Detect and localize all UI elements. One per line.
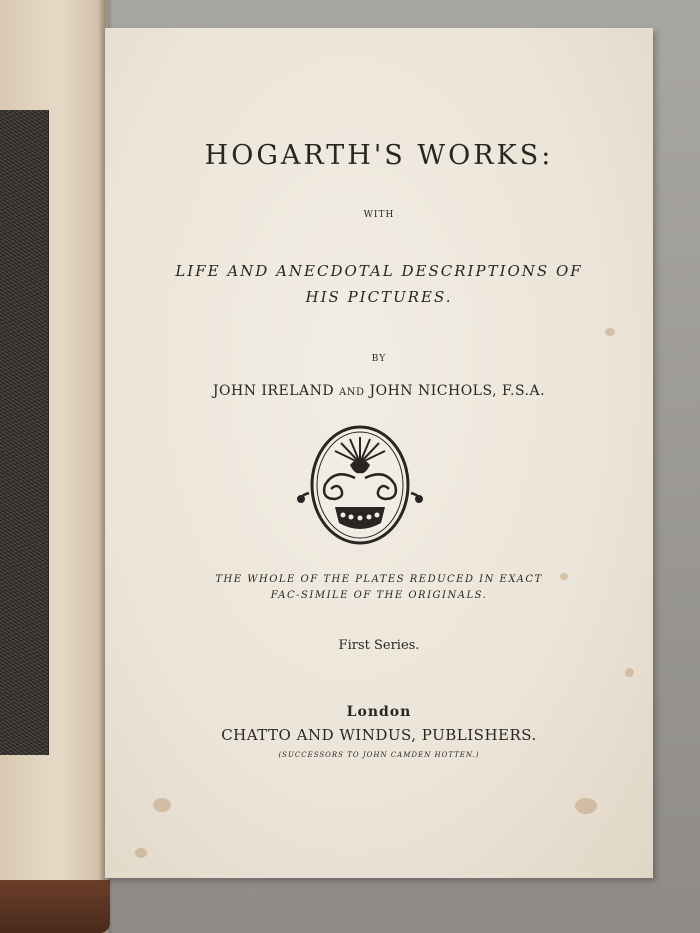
series-label: First Series.: [338, 638, 420, 653]
frontispiece-engraving: [0, 110, 49, 755]
foxing-spot: [605, 328, 615, 336]
plates-note-line-1: THE WHOLE OF THE PLATES REDUCED IN EXACT: [215, 574, 543, 585]
anthemion-ornament-icon: [295, 423, 425, 548]
author-nichols: JOHN NICHOLS, F.S.A.: [369, 383, 546, 399]
foxing-spot: [575, 798, 597, 814]
book-cover-edge: [0, 880, 110, 933]
by-text: BY: [371, 354, 387, 364]
subtitle-line-2: HIS PICTURES.: [305, 288, 453, 306]
title-page: [105, 28, 653, 878]
and-text: AND: [339, 387, 365, 398]
imprint-place: London: [346, 704, 412, 720]
publisher-name: CHATTO AND WINDUS, PUBLISHERS.: [221, 726, 537, 744]
foxing-spot: [625, 668, 634, 677]
subtitle: [105, 258, 653, 310]
book-title: HOGARTH'S WORKS:: [204, 140, 554, 171]
foxing-spot: [153, 798, 171, 812]
publisher-successors: (SUCCESSORS TO JOHN CAMDEN HOTTEN.): [278, 751, 480, 759]
plates-note-line-2: FAC-SIMILE OF THE ORIGINALS.: [270, 590, 488, 601]
with-text: WITH: [363, 210, 395, 220]
authors: [105, 383, 653, 399]
subtitle-line-1: LIFE AND ANECDOTAL DESCRIPTIONS OF: [175, 262, 583, 280]
foxing-spot: [135, 848, 147, 858]
left-page-frontispiece: [0, 0, 108, 933]
author-ireland: JOHN IRELAND: [212, 383, 335, 399]
plates-note: [105, 572, 653, 604]
